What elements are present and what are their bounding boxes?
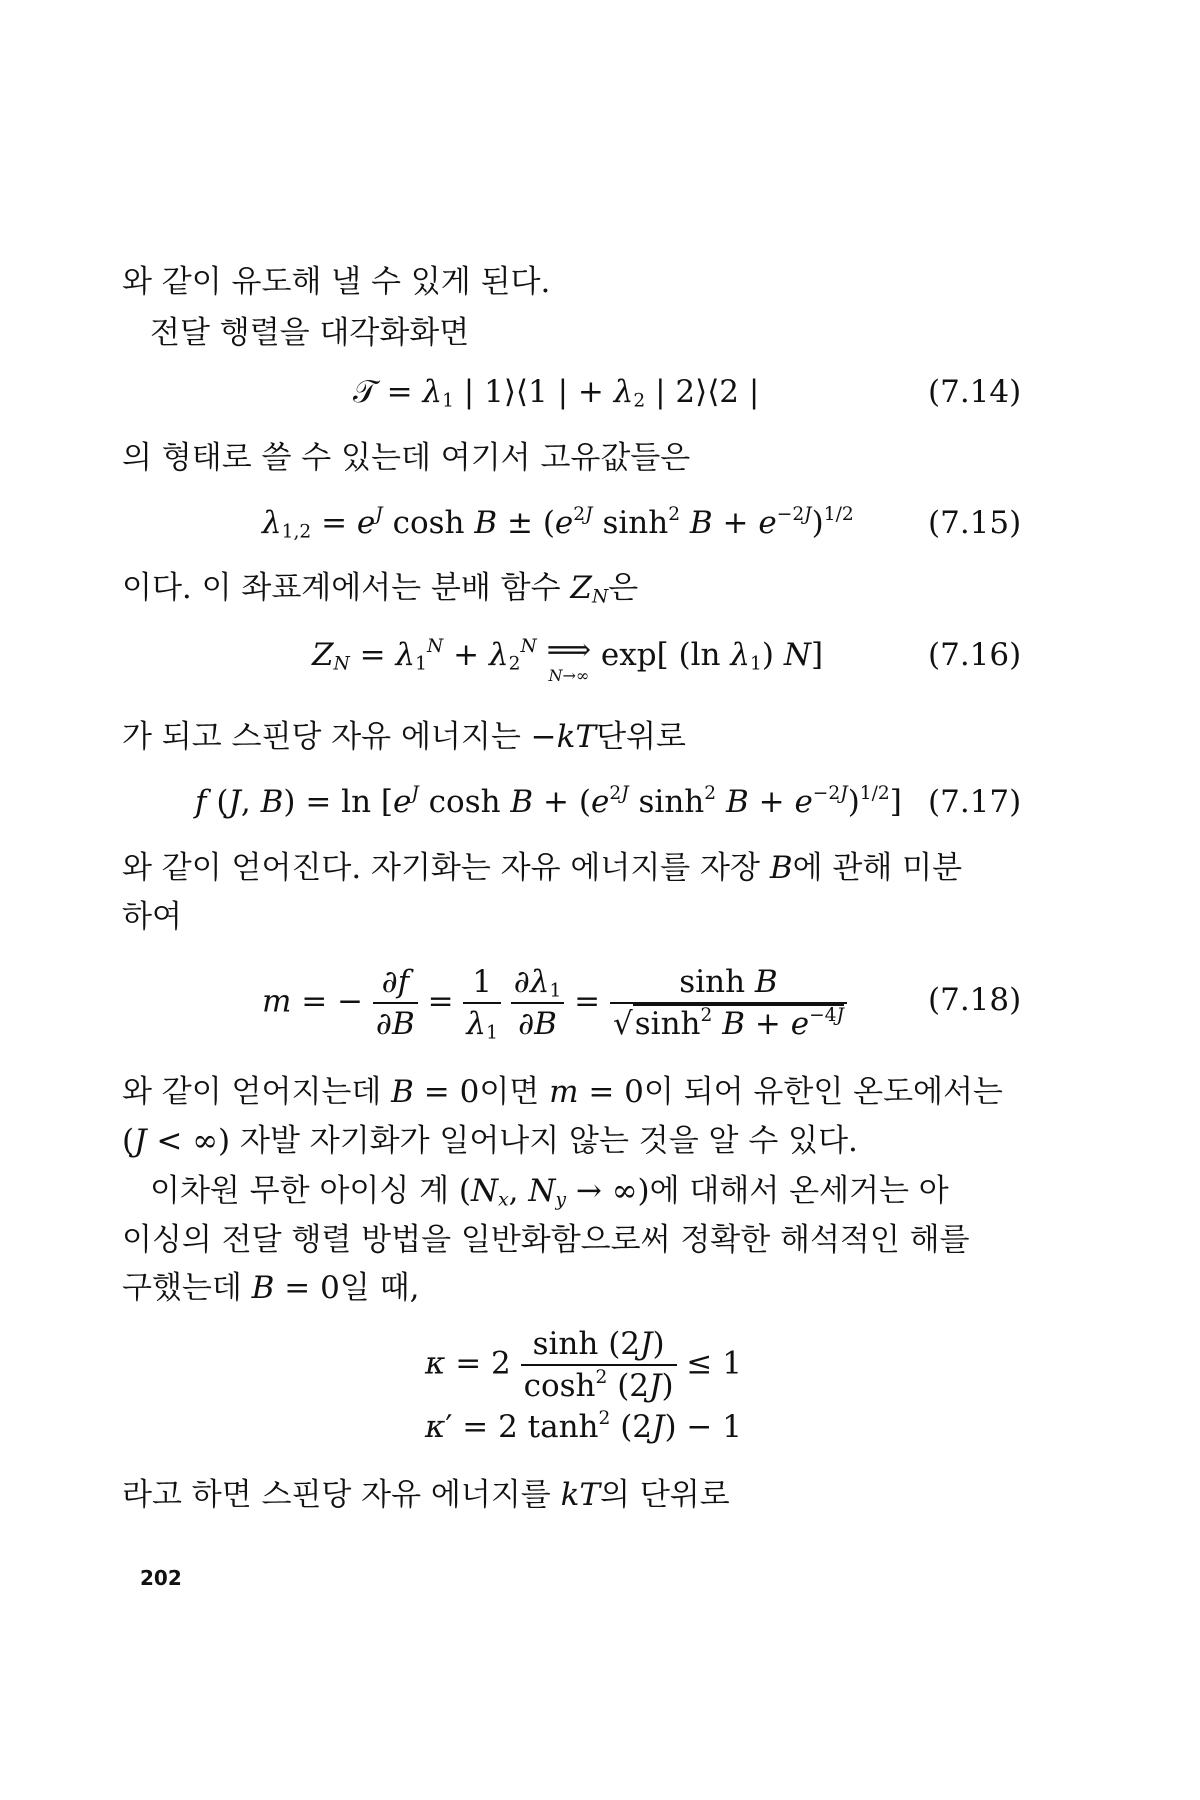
- text-line-12-part-2: 일 때,: [339, 1270, 420, 1306]
- text-line-13-part-2: 의 단위로: [600, 1477, 730, 1513]
- equation-kappa: κ = 2 $\frac{\sinh (2J)}{\cosh^2 (2J)}$ ≤ 1: [425, 1326, 742, 1404]
- equation-number-7-15: (7.15): [928, 505, 1022, 541]
- text-line-8-part-3: 이 되어 유한인 온도에서는: [643, 1074, 1003, 1110]
- text-line-5: 가 되고 스핀당 자유 에너지는 −kT단위로: [122, 719, 686, 755]
- text-line-6-part-2: 에 관해 미분: [792, 850, 963, 886]
- text-line-2: 전달 행렬을 대각화화면: [150, 315, 470, 351]
- equation-number-7-14: (7.14): [928, 374, 1022, 410]
- equation-number-7-16: (7.16): [928, 637, 1022, 673]
- text-line-9: (J < ∞) 자발 자기화가 일어나지 않는 것을 알 수 있다.: [122, 1123, 858, 1159]
- text-line-9-part-1: 자발 자기화가 일어나지 않는 것을 알 수 있다.: [230, 1123, 858, 1159]
- text-line-4-part-1: 이다. 이 좌표계에서는 분배 함수: [122, 570, 571, 606]
- text-line-12-part-1: 구했는데: [122, 1270, 252, 1306]
- text-line-8: 와 같이 얻어지는데 B = 0이면 m = 0이 되어 유한인 온도에서는: [122, 1074, 1003, 1110]
- text-line-10-part-1: 이차원 무한 아이싱 계 (: [150, 1173, 472, 1209]
- text-line-1: 와 같이 유도해 낼 수 있게 된다.: [122, 264, 551, 300]
- equation-kappa-prime: κ′ = 2 $\tanh^2 (2J) - 1$: [425, 1407, 742, 1445]
- text-line-8-part-1: 와 같이 얻어지는데: [122, 1074, 392, 1110]
- text-line-13: 라고 하면 스핀당 자유 에너지를 kT의 단위로: [122, 1477, 730, 1513]
- equation-number-7-18: (7.18): [928, 982, 1022, 1018]
- text-line-5-part-1: 가 되고 스핀당 자유 에너지는: [122, 719, 531, 755]
- equation-7-17: f (J, $B) = \ln [e^J$ $\cosh B + (e^{2J}$ $\sinh^2 B + e^{-2J})^{1/2}$]: [195, 782, 902, 820]
- equation-7-16: $Z_N = \lambda_1^N + \lambda_2^N$ ⟹ N→∞ exp[ (ln $\lambda_1$) N]: [312, 632, 824, 685]
- text-line-10: 이차원 무한 아이싱 계 ($N_x$, $N_y$ → ∞)에 대해서 온세거는 아: [150, 1173, 949, 1211]
- text-line-13-part-1: 라고 하면 스핀당 자유 에너지를: [122, 1477, 561, 1513]
- text-line-7: 하여: [122, 899, 182, 935]
- text-line-6: 와 같이 얻어진다. 자기화는 자유 에너지를 자장 B에 관해 미분: [122, 850, 963, 886]
- text-line-3: 의 형태로 쓸 수 있는데 여기서 고유값들은: [122, 440, 691, 476]
- equation-7-15: $\lambda_{1,2} = e^J$ $\cosh B \pm (e^{2J}$ $\sinh^2 B + e^{-2J})^{1/2}$: [262, 503, 854, 543]
- text-line-11: 이싱의 전달 행렬 방법을 일반화함으로써 정확한 해석적인 해를: [122, 1222, 970, 1258]
- text-line-6-part-1: 와 같이 얻어진다. 자기화는 자유 에너지를 자장: [122, 850, 770, 886]
- text-line-8-part-2: 이면: [479, 1074, 550, 1110]
- text-line-4: 이다. 이 좌표계에서는 분배 함수 $Z_N$은: [122, 570, 639, 608]
- text-line-12: 구했는데 B = 0일 때,: [122, 1270, 420, 1306]
- text-line-5-part-2: 단위로: [596, 719, 686, 755]
- text-line-4-part-2: 은: [608, 570, 639, 606]
- text-line-10-part-2: )에 대해서 온세거는 아: [637, 1173, 949, 1209]
- equation-7-18: m = − $\frac{\partial f}{\partial B}$ = $\frac{1}{\lambda_1}$ $\frac{\partial\lambda_1}{\partial B}$ = $\frac{\text{sinh B}}{√\sinh^2 B + e^{-4J}}$: [262, 962, 847, 1044]
- equation-7-14: 𝒯 = $\lambda_1$ | 1⟩⟨1 | + $\lambda_2$ | 2⟩⟨2 |: [353, 374, 760, 412]
- page-number: 202: [140, 1566, 182, 1590]
- equation-number-7-17: (7.17): [928, 784, 1022, 820]
